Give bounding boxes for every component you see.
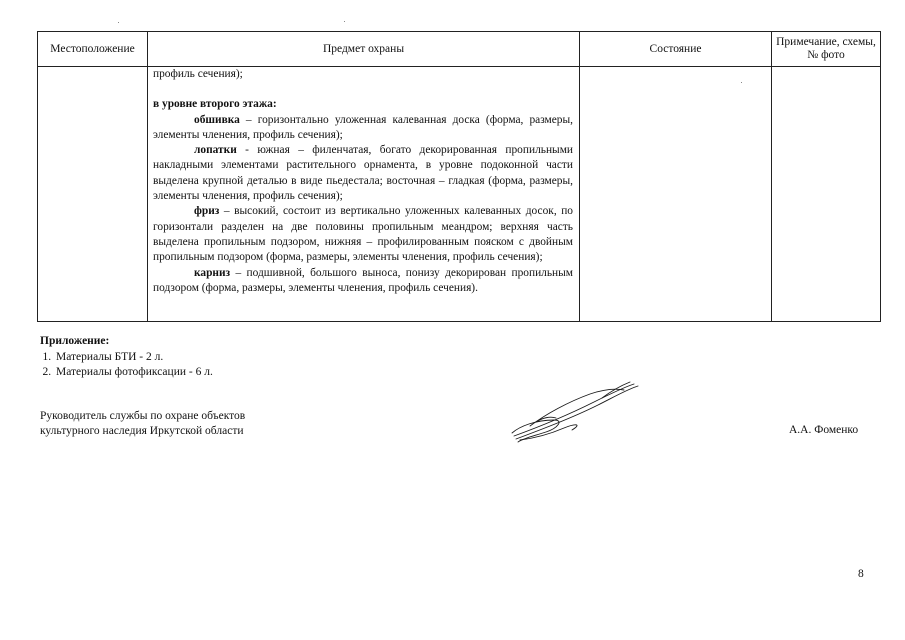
cell-location [38,67,148,322]
subject-subheading: в уровне второго этажа: [153,98,277,111]
header-note: Примечание, схемы, № фото [772,32,881,67]
cell-note [772,67,881,322]
signer-position-line: культурного наследия Иркутской области [40,425,244,437]
item-text: – высокий, состоит из вертикально уложенных калеванных досок, по горизонтали разделен на две половины пропильным меандром; верхняя часть выделена пропильным подзором, нижняя – профилированным пояском с двойным пропильным подзором (форма, размеры, элементы членения, профиль сечения); [153,205,573,264]
subject-item [153,113,573,144]
appendix-title: Приложение: [40,335,110,347]
header-subject: Предмет охраны [148,32,580,67]
signer-position-line: Руководитель службы по охране объектов [40,410,246,422]
header-location: Местоположение [38,32,148,67]
item-term: фриз [194,205,220,218]
item-text: – горизонтально уложенная калеванная доска (форма, размеры, элементы членения, профиль сечения); [153,113,573,141]
table-row [38,67,881,322]
list-item: 2. Материалы фотофиксации - 6 л. [54,365,213,381]
appendix-section [40,334,213,381]
protection-subject-table [37,31,881,322]
signer-name: А.А. Фоменко [789,424,859,436]
scan-speck [118,22,119,23]
header-condition: Состояние [580,32,772,67]
item-term: карниз [194,266,231,279]
item-term: лопатки [194,144,237,157]
item-text: - южная – филенчатая, богато декорированная пропильными накладными элементами растительного орнамента, в уровне подоконной части выделена крупной деталью в виде пьедестала; восточная – гладкая (форма, размеры, элементы членения, профиль сечения); [153,144,573,203]
scan-speck [741,82,742,83]
subject-item [153,143,573,204]
item-text: – подшивной, большого выноса, понизу декорирован пропильным подзором (форма, размеры, элементы членения, профиль сечения). [153,266,573,294]
appendix-list [40,350,213,381]
subject-intro: профиль сечения); [153,68,243,80]
cell-condition [580,67,772,322]
scan-speck [344,21,345,22]
subject-item [153,266,573,297]
subject-item [153,204,573,265]
item-term: обшивка [194,113,240,126]
list-item: 1. Материалы БТИ - 2 л. [54,350,213,366]
handwritten-signature [506,378,646,448]
table-header-row [38,32,881,67]
cell-subject [148,67,580,322]
page-number: 8 [858,568,864,580]
signer-position [40,409,245,439]
